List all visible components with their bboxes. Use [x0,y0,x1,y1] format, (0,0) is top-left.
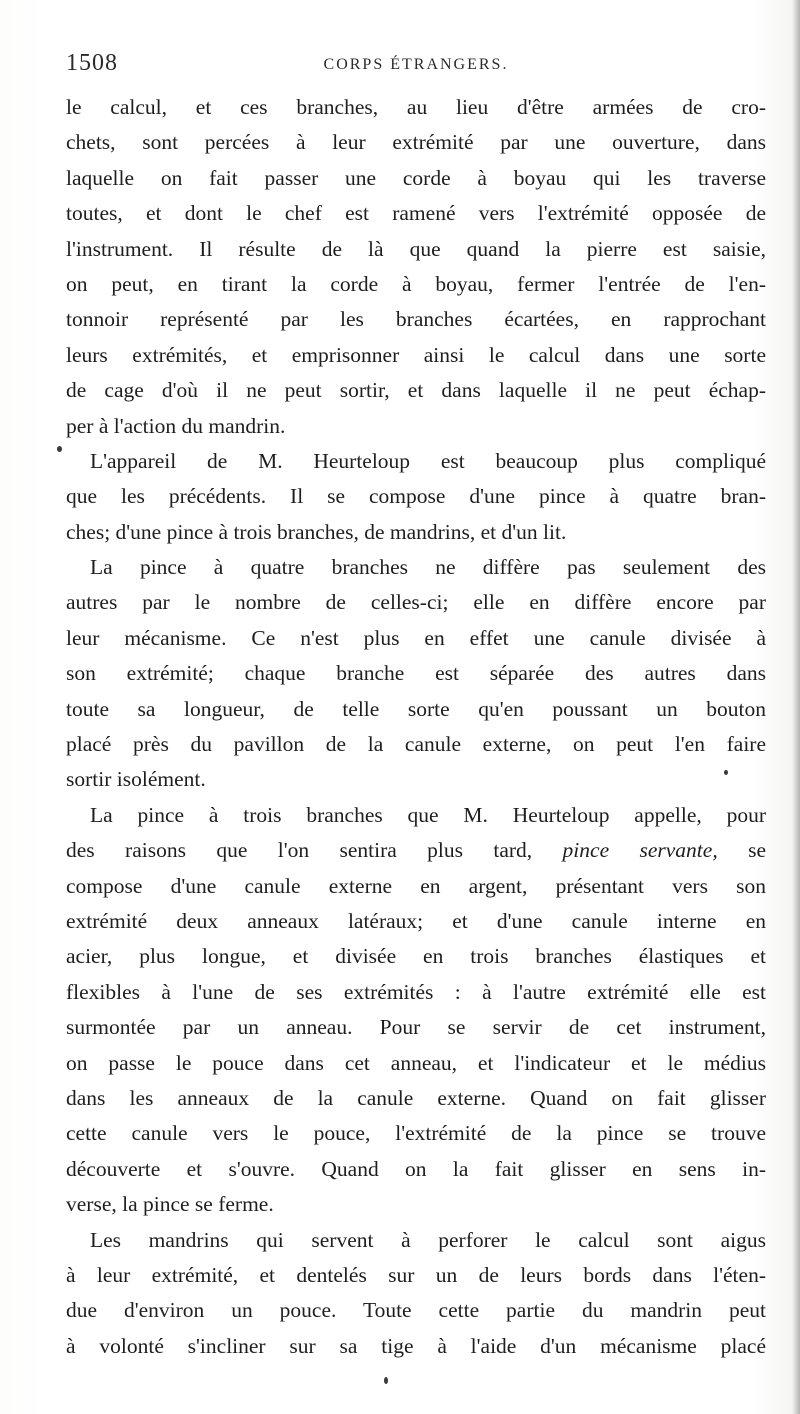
text-line: ches; d'une pince à trois branches, de mandrins, et d'un lit. [66,519,567,544]
text-line: acier, plus longue, et divisée en trois branches élastiques et [66,944,766,969]
text-segment: des raisons que l'on sentira plus tard, [66,838,533,863]
text-line: toutes, et dont le chef est ramené vers l'extrémité opposée de [66,201,766,226]
text-line: que les précédents. Il se compose d'une pince à quatre bran- [66,484,766,509]
text-line: cette canule vers le pouce, l'extrémité de la pince se trouve [66,1121,766,1146]
text-line-with-italic [66,833,766,868]
text-line: laquelle on fait passer une corde à boyau qui les traverse [66,165,766,190]
text-line: due d'environ un pouce. Toute cette partie du mandrin peut [66,1298,766,1323]
text-line: compose d'une canule externe en argent, présentant vers son [66,873,766,898]
text-line: son extrémité; chaque branche est séparée des autres dans [66,661,766,686]
text-line: toute sa longueur, de telle sorte qu'en poussant un bouton [66,696,766,721]
body-text [66,90,766,1364]
text-line: sortir isolément. [66,767,206,792]
running-title: CORPS ÉTRANGERS. [323,56,509,73]
text-line: tonnoir représenté par les branches écartées, en rapprochant [66,307,766,332]
text-line: on peut, en tirant la corde à boyau, fermer l'entrée de l'en- [66,271,766,296]
text-line: autres par le nombre de celles-ci; elle en diffère encore par [66,590,766,615]
page-number: 1508 [66,50,118,76]
text-line: La pince à quatre branches ne diffère pas seulement des [90,555,766,580]
ink-speck [724,770,728,775]
italic-term: pince servante, [562,838,718,863]
text-line: leurs extrémités, et emprisonner ainsi le calcul dans une sorte [66,342,766,367]
text-line: de cage d'où il ne peut sortir, et dans laquelle il ne peut échap- [66,378,766,403]
text-line: flexibles à l'une de ses extrémités : à l'autre extrémité elle est [66,979,766,1004]
page-edge-shadow [792,0,800,1414]
text-line: l'instrument. Il résulte de là que quand la pierre est saisie, [66,236,766,261]
text-line: chets, sont percées à leur extrémité par une ouverture, dans [66,130,766,155]
ink-speck [57,446,62,452]
page-header [66,50,766,84]
text-line: à volonté s'incliner sur sa tige à l'aide d'un mécanisme placé [66,1333,766,1358]
text-line: à leur extrémité, et dentelés sur un de leurs bords dans l'éten- [66,1262,766,1287]
text-line: on passe le pouce dans cet anneau, et l'indicateur et le médius [66,1050,766,1075]
text-line: le calcul, et ces branches, au lieu d'être armées de cro- [66,95,766,119]
text-segment: se [748,838,766,863]
text-line: surmontée par un anneau. Pour se servir de cet instrument, [66,1015,766,1040]
text-line: per à l'action du mandrin. [66,413,286,438]
text-line: extrémité deux anneaux latéraux; et d'une canule interne en [66,908,766,933]
text-line: La pince à trois branches que M. Heurteloup appelle, pour [90,802,766,827]
text-line: découverte et s'ouvre. Quand on la fait glisser en sens in- [66,1156,766,1181]
text-line: Les mandrins qui servent à perforer le calcul sont aigus [90,1227,766,1252]
text-line: L'appareil de M. Heurteloup est beaucoup plus compliqué [90,448,766,473]
text-line: verse, la pince se ferme. [66,1192,274,1217]
text-line: placé près du pavillon de la canule externe, on peut l'en faire [66,732,766,757]
text-line: dans les anneaux de la canule externe. Quand on fait glisser [66,1085,766,1110]
text-line: leur mécanisme. Ce n'est plus en effet une canule divisée à [66,625,766,650]
ink-speck [384,1377,388,1384]
